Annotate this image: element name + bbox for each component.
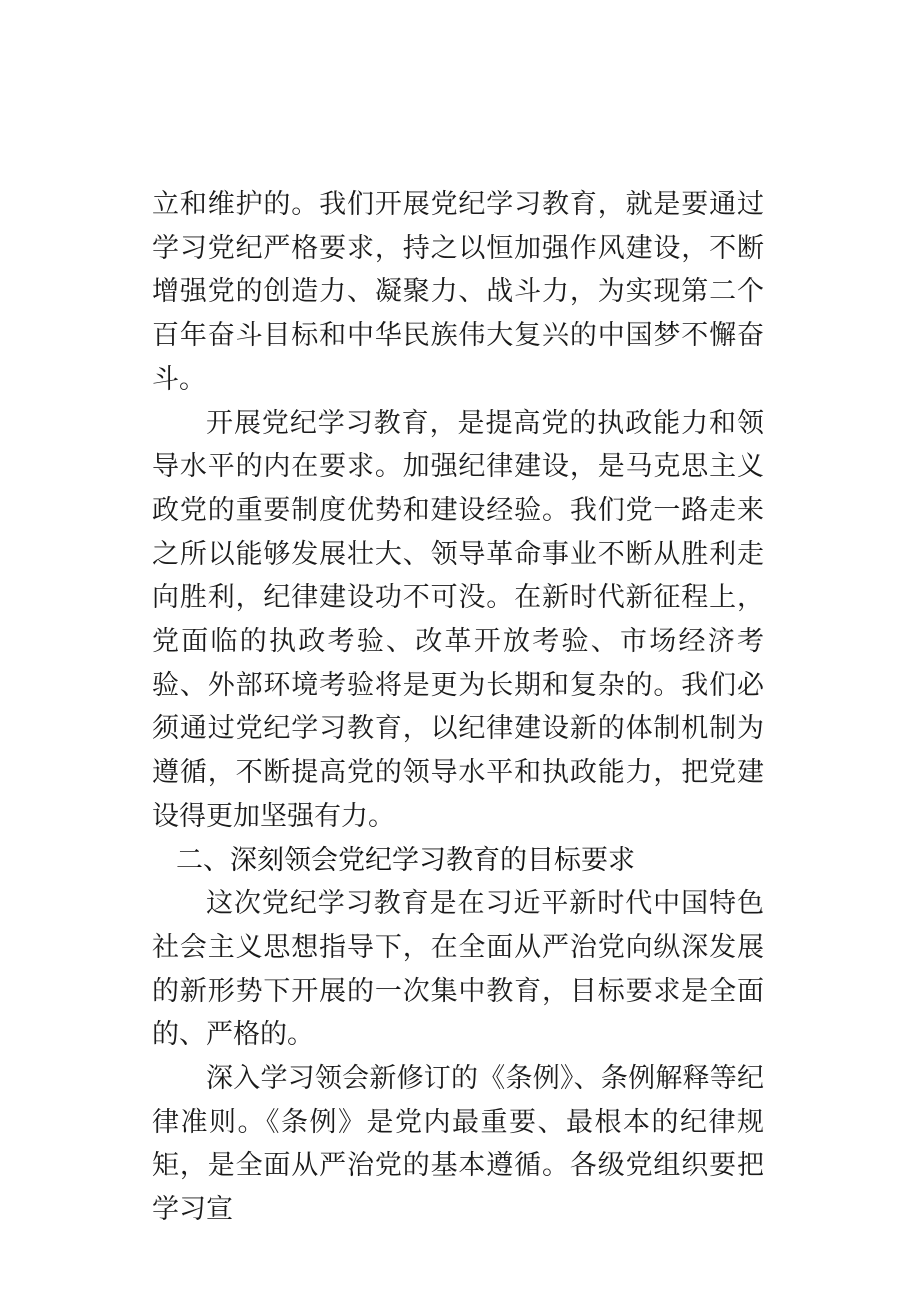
paragraph-regulations-study: 深入学习领会新修订的《条例》、条例解释等纪律准则。《条例》是党内最重要、最根本的纪律规矩，是全面从严治党的基本遵循。各级党组织要把学习宣 [152,1063,764,1226]
document-body [152,183,764,1232]
section-heading-goals: 二、深刻领会党纪学习教育的目标要求 [176,844,635,876]
paragraph-education-context: 这次党纪学习教育是在习近平新时代中国特色社会主义思想指导下，在全面从严治党向纵深发展的新形势下开展的一次集中教育，目标要求是全面的、严格的。 [152,888,764,1051]
paragraph-continuation: 立和维护的。我们开展党纪学习教育，就是要通过学习党纪严格要求，持之以恒加强作风建设，不断增强党的创造力、凝聚力、战斗力，为实现第二个百年奋斗目标和中华民族伟大复兴的中国梦不懈奋斗。 [152,189,764,395]
paragraph-governance-capability: 开展党纪学习教育，是提高党的执政能力和领导水平的内在要求。加强纪律建设，是马克思主义政党的重要制度优势和建设经验。我们党一路走来之所以能够发展壮大、领导革命事业不断从胜利走向胜利，纪律建设功不可没。在新时代新征程上，党面临的执政考验、改革开放考验、市场经济考验、外部环境考验将是更为长期和复杂的。我们必须通过党纪学习教育，以纪律建设新的体制机制为遵循，不断提高党的领导水平和执政能力，把党建设得更加坚强有力。 [152,407,764,832]
